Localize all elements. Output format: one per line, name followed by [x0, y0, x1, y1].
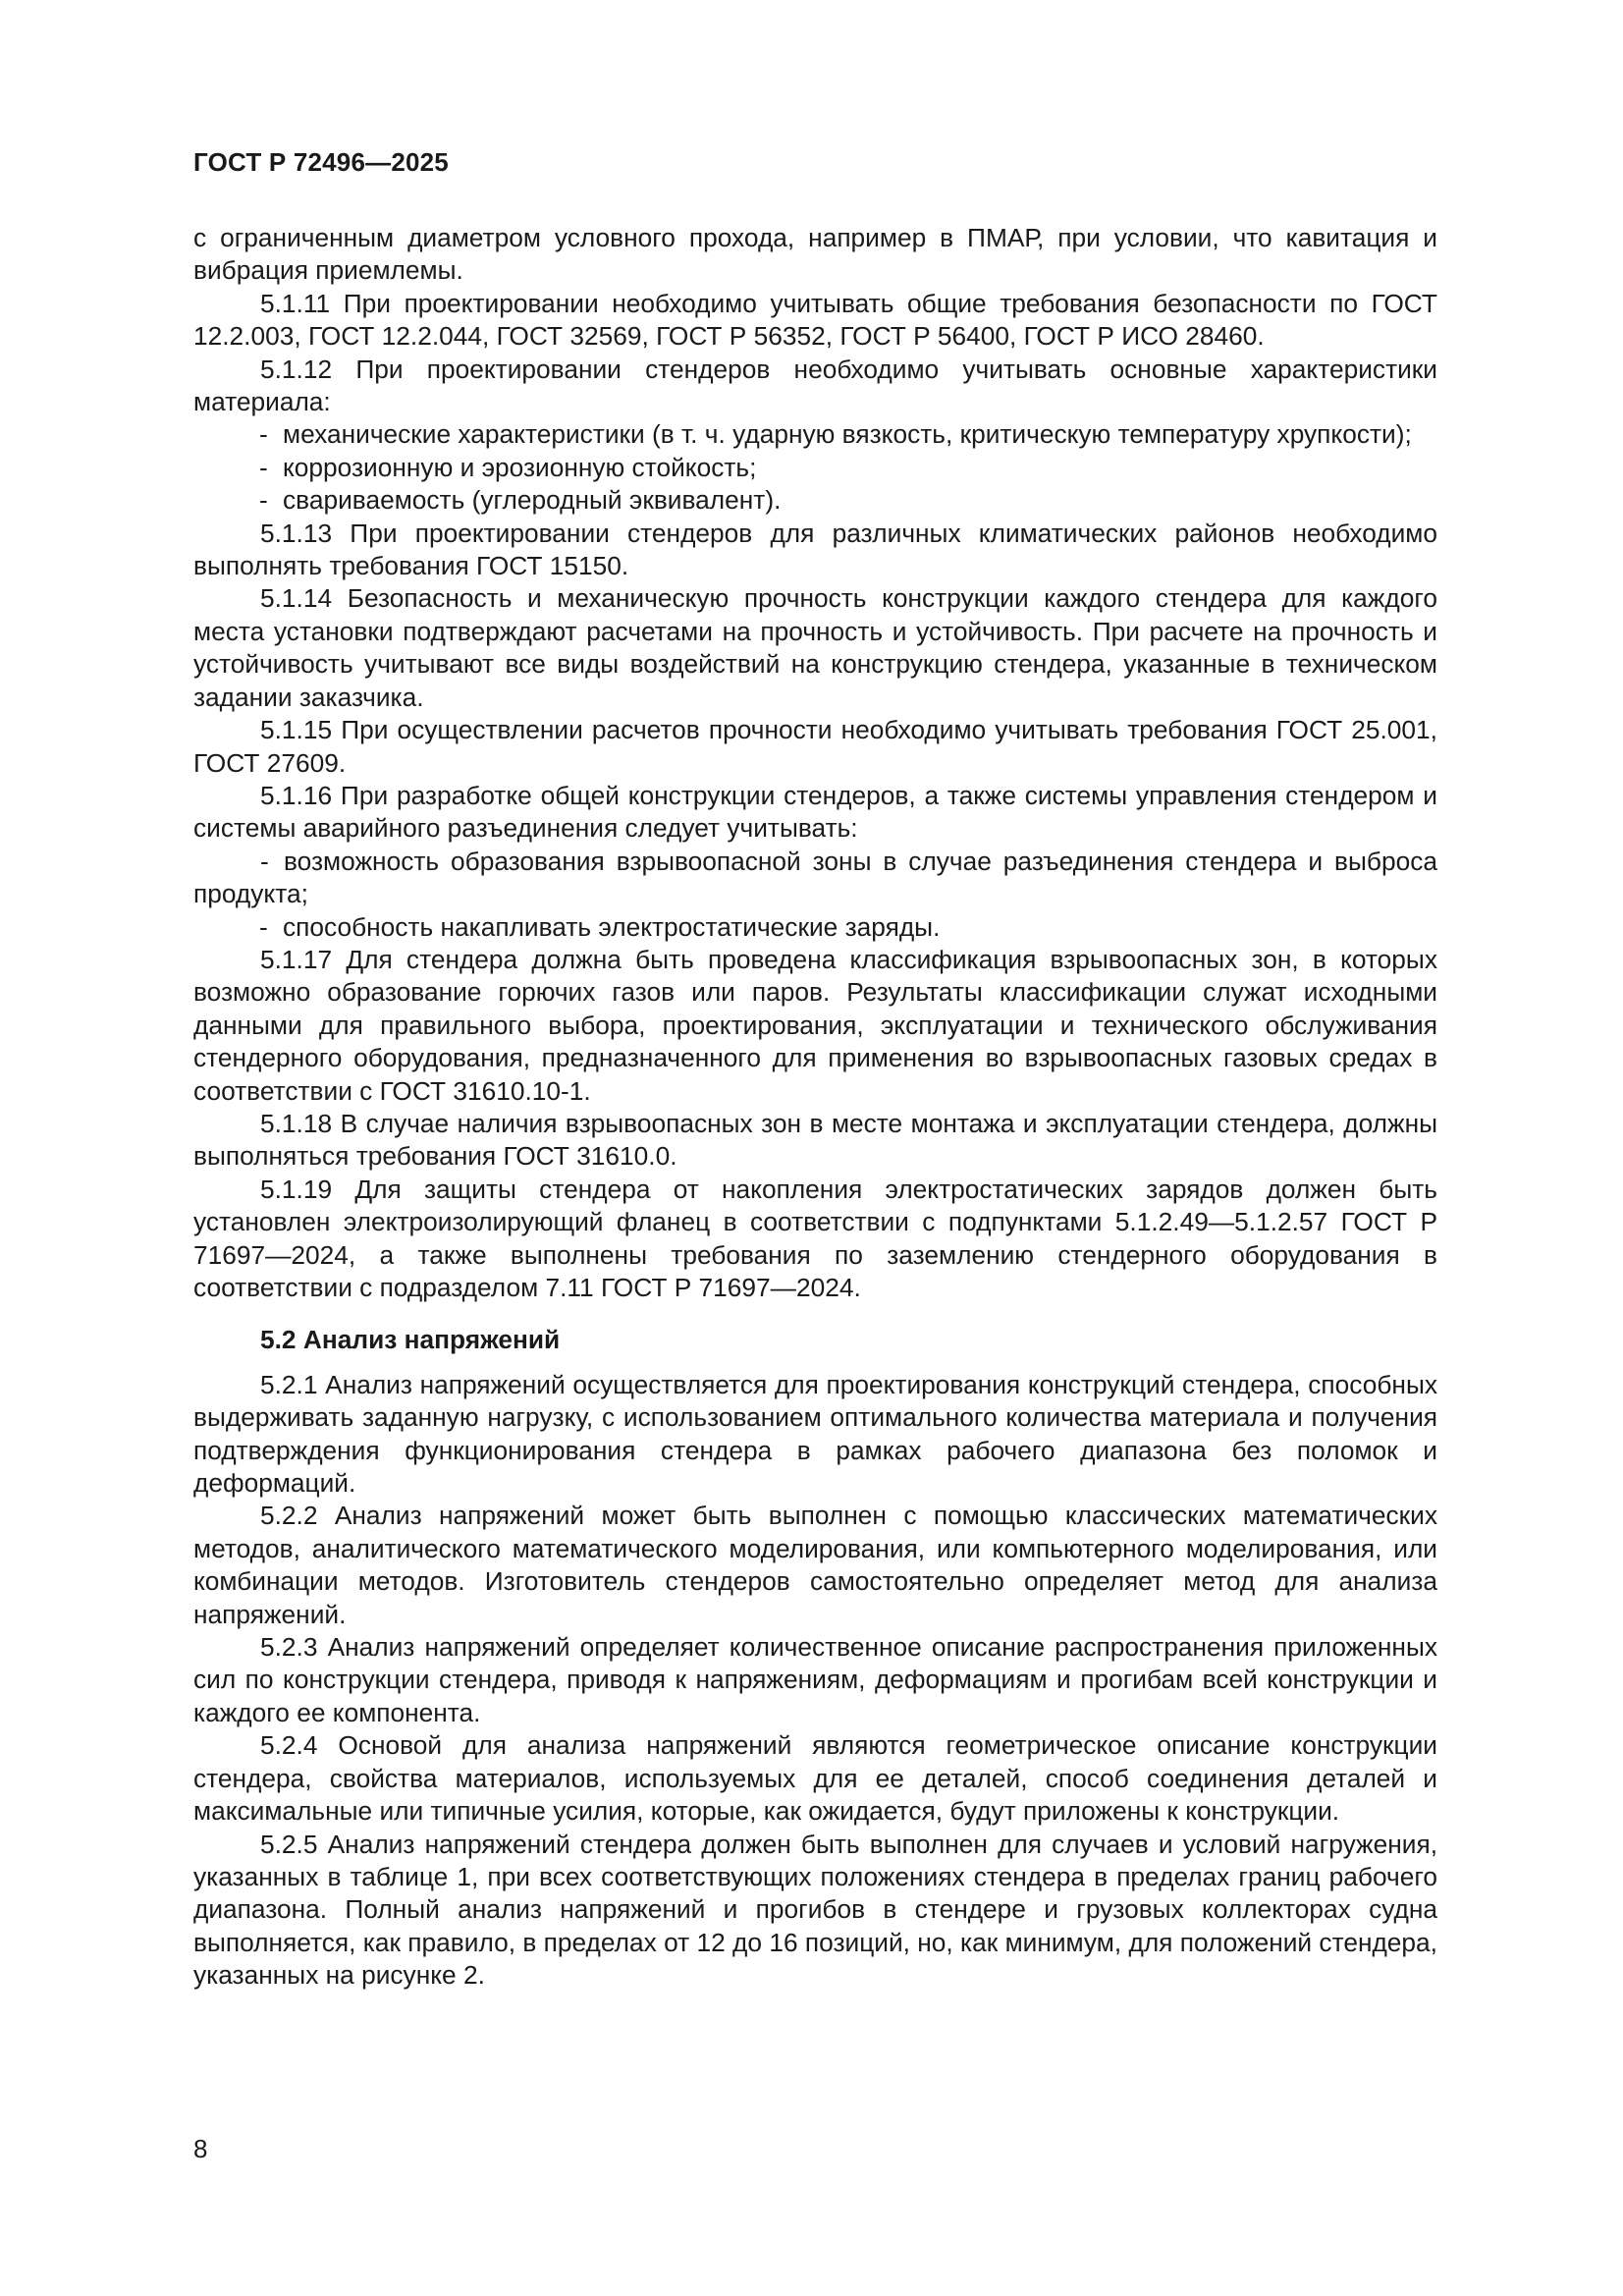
paragraph-5-2-5: 5.2.5 Анализ напряжений стендера должен быть выполнен для случаев и условий нагружения, указанных в таблице 1, при всех соответствующих положениях стендера в пределах границ рабочего диапазона. Полный анализ напряжений и прогибов в стендере и грузовых коллекторах судна выполняется, как правило, в пределах от 12 до 16 позиций, но, как минимум, для положений стендера, указанных на рисунке 2.: [193, 1829, 1437, 1991]
paragraph-5-1-13: 5.1.13 При проектировании стендеров для различных климатических районов необходимо выполнять требования ГОСТ 15150.: [193, 518, 1437, 581]
paragraph-5-1-15: 5.1.15 При осуществлении расчетов прочности необходимо учитывать требования ГОСТ 25.001, ГОСТ 27609.: [193, 715, 1437, 778]
paragraph-5-2-2: 5.2.2 Анализ напряжений может быть выполнен с помощью классических математических методов, аналитического математического моделирования, или компьютерного моделирования, или комбинации методов. Изготовитель стендеров самостоятельно определяет метод для анализа напряжений.: [193, 1501, 1437, 1629]
document-body: [193, 222, 1437, 1993]
list-item: - возможность образования взрывоопасной зоны в случае разъединения стендера и выброса продукта;: [193, 846, 1437, 909]
list-item: - способность накапливать электростатические заряды.: [193, 911, 1437, 944]
paragraph-5-1-12: 5.1.12 При проектировании стендеров необходимо учитывать основные характеристики материала:: [193, 354, 1437, 417]
paragraph-5-2-1: 5.2.1 Анализ напряжений осуществляется для проектирования конструкций стендера, способных выдерживать заданную нагрузку, с использованием оптимального количества материала и получения подтверждения функционирования стендера в рамках рабочего диапазона без поломок и деформаций.: [193, 1369, 1437, 1499]
page-number: 8: [193, 2134, 208, 2163]
list-dash: -: [260, 846, 269, 876]
section-heading: 5.2 Анализ напряжений: [260, 1325, 561, 1355]
paragraph-5-1-18: 5.1.18 В случае наличия взрывоопасных зон в месте монтажа и эксплуатации стендера, должны выполняться требования ГОСТ 31610.0.: [193, 1108, 1437, 1172]
paragraph-5-1-16: 5.1.16 При разработке общей конструкции стендеров, а также системы управления стендером и системы аварийного разъединения следует учитывать:: [193, 780, 1437, 844]
list-dash: -: [259, 911, 268, 942]
list-item: - механические характеристики (в т. ч. ударную вязкость, критическую температуру хрупкости);: [193, 418, 1437, 451]
paragraph-5-1-14: 5.1.14 Безопасность и механическую прочность конструкции каждого стендера для каждого места установки подтверждают расчетами на прочность и устойчивость. При расчете на прочность и устойчивость учитывают все виды воздействий на конструкцию стендера, указанные в техническом задании заказчика.: [193, 583, 1437, 712]
paragraph-5-2-3: 5.2.3 Анализ напряжений определяет количественное описание распространения приложенных сил по конструкции стендера, приводя к напряжениям, деформациям и прогибам всей конструкции и каждого ее компонента.: [193, 1632, 1437, 1727]
list-item: - свариваемость (углеродный эквивалент).: [193, 484, 1437, 517]
paragraph-5-1-19: 5.1.19 Для защиты стендера от накопления электростатических зарядов должен быть установлен электроизолирующий фланец в соответствии с подпунктами 5.1.2.49—5.1.2.57 ГОСТ Р 71697—2024, а также выполнены требования по заземлению стендерного оборудования в соответствии с подразделом 7.11 ГОСТ Р 71697—2024.: [193, 1174, 1437, 1302]
paragraph-continuation: с ограниченным диаметром условного прохода, например в ПМАР, при условии, что кавитация и вибрация приемлемы.: [193, 223, 1437, 286]
paragraph-5-1-17: 5.1.17 Для стендера должна быть проведена классификация взрывоопасных зон, в которых возможно образование горючих газов или паров. Результаты классификации служат исходными данными для правильного выбора, проектирования, эксплуатации и технического обслуживания стендерного оборудования, предназначенного для применения во взрывоопасных газовых средах в соответствии с ГОСТ 31610.10-1.: [193, 944, 1437, 1106]
list-dash: -: [259, 485, 268, 516]
paragraph-5-1-11: 5.1.11 При проектировании необходимо учитывать общие требования безопасности по ГОСТ 12.2.003, ГОСТ 12.2.044, ГОСТ 32569, ГОСТ Р 56352, ГОСТ Р 56400, ГОСТ Р ИСО 28460.: [193, 288, 1437, 352]
paragraph-5-2-4: 5.2.4 Основой для анализа напряжений являются геометрическое описание конструкции стендера, свойства материалов, используемых для ее деталей, способ соединения деталей и максимальные или типичные усилия, которые, как ожидается, будут приложены к конструкции.: [193, 1730, 1437, 1827]
list-dash: -: [259, 419, 268, 450]
list-item: - коррозионную и эрозионную стойкость;: [193, 452, 1437, 484]
list-dash: -: [259, 452, 268, 482]
document-header: ГОСТ Р 72496—2025: [193, 147, 449, 177]
